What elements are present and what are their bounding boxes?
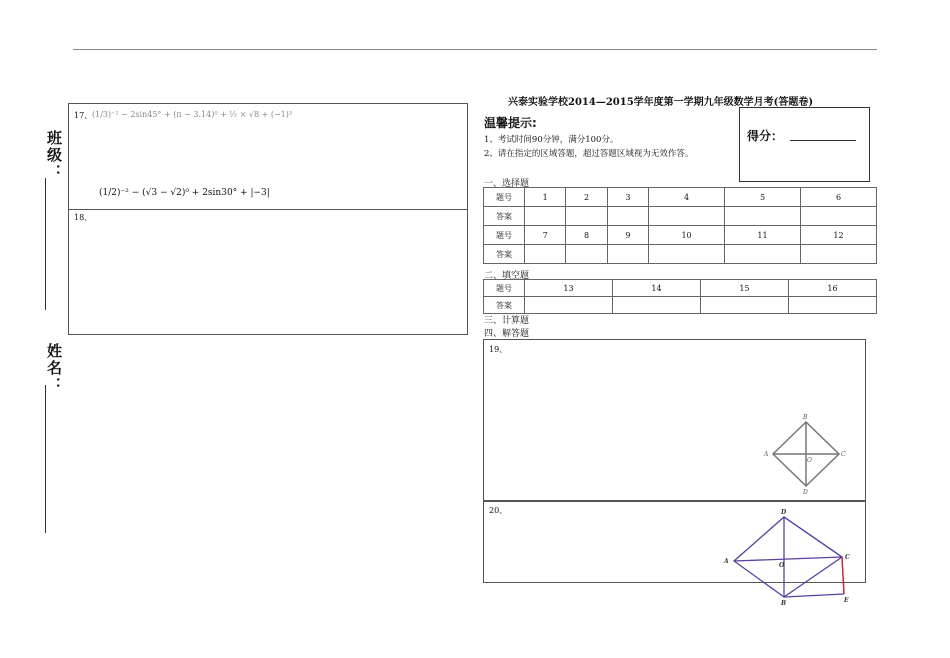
point-a: A [764, 451, 769, 458]
choice-num: 7 [525, 226, 566, 245]
q19-box [483, 339, 866, 502]
fill-table [483, 279, 877, 314]
q19-label: 19、 [489, 345, 508, 354]
choice-answer-cell[interactable] [566, 207, 607, 226]
point-d: D [781, 509, 787, 516]
point-a: A [724, 558, 729, 565]
section-fill: 二、填空题 [484, 271, 530, 281]
choice-answer-cell[interactable] [607, 207, 648, 226]
score-label: 得分： [747, 129, 784, 143]
choice-answer-cell[interactable] [649, 245, 725, 264]
fill-answer-cell[interactable] [613, 297, 701, 314]
class-label: 班级： [45, 130, 63, 181]
q17-expression-a: (1/3)⁻² − 2sin45° + (π − 3.14)⁰ + ½ × √8 + (−1)³ [92, 110, 293, 119]
point-d: D [803, 489, 808, 496]
q20-label: 20、 [489, 506, 508, 515]
q17-label: 17、 [74, 111, 93, 120]
q18-label: 18、 [74, 213, 93, 222]
top-rule [73, 49, 877, 50]
choice-num: 4 [649, 188, 725, 207]
score-box [739, 107, 870, 182]
choice-answer-cell[interactable] [800, 207, 876, 226]
choice-num: 5 [725, 188, 801, 207]
choice-answer-cell[interactable] [800, 245, 876, 264]
fill-q-header: 题号 [484, 280, 525, 297]
choice-q-header-1: 题号 [484, 188, 525, 207]
choice-q-header-2: 题号 [484, 226, 525, 245]
q20-figure [720, 506, 860, 608]
point-o: O [807, 457, 812, 464]
section-calc: 三、计算题 [484, 316, 530, 326]
q17-q18-divider [69, 209, 467, 210]
q17-expression-b: (1/2)⁻² − (√3 − √2)⁰ + 2sin30° + |−3| [99, 188, 270, 198]
choice-num: 12 [800, 226, 876, 245]
name-label: 姓名： [45, 343, 63, 394]
choice-answer-cell[interactable] [566, 245, 607, 264]
choice-num: 6 [800, 188, 876, 207]
section-choice: 一、选择题 [484, 179, 530, 189]
fill-answer-cell[interactable] [701, 297, 789, 314]
point-c: C [845, 554, 850, 561]
section-solve: 四、解答题 [484, 329, 530, 339]
point-b: B [781, 600, 787, 607]
point-e: E [844, 597, 849, 604]
exam-title: 兴泰实验学校2014—2015学年度第一学期九年级数学月考(答题卷) [508, 97, 814, 108]
choice-num: 9 [607, 226, 648, 245]
choice-num: 11 [725, 226, 801, 245]
choice-answer-cell[interactable] [525, 207, 566, 226]
choice-num: 2 [566, 188, 607, 207]
choice-num: 1 [525, 188, 566, 207]
score-blank[interactable] [790, 140, 856, 141]
fill-answer-cell[interactable] [525, 297, 613, 314]
choice-num: 8 [566, 226, 607, 245]
left-answer-box [68, 103, 468, 335]
choice-num: 3 [607, 188, 648, 207]
point-c: C [841, 451, 846, 458]
choice-answer-cell[interactable] [525, 245, 566, 264]
choice-answer-cell[interactable] [649, 207, 725, 226]
choice-a-header-1: 答案 [484, 207, 525, 226]
q19-rhombus-figure [761, 412, 851, 496]
point-o: O [779, 562, 785, 569]
choice-answer-cell[interactable] [607, 245, 648, 264]
fill-num: 14 [613, 280, 701, 297]
class-blank-line [45, 178, 46, 310]
name-blank-line [45, 385, 46, 533]
choice-table [483, 187, 877, 264]
tip-1: 1、考试时间90分钟，满分100分。 [484, 135, 619, 145]
fill-num: 13 [525, 280, 613, 297]
fill-answer-cell[interactable] [789, 297, 877, 314]
choice-a-header-2: 答案 [484, 245, 525, 264]
fill-num: 15 [701, 280, 789, 297]
tips-heading: 温馨提示: [484, 116, 537, 130]
choice-answer-cell[interactable] [725, 245, 801, 264]
choice-answer-cell[interactable] [725, 207, 801, 226]
fill-num: 16 [789, 280, 877, 297]
fill-a-header: 答案 [484, 297, 525, 314]
point-b: B [803, 414, 808, 421]
tip-2: 2、请在指定的区域答题，超过答题区域视为无效作答。 [484, 149, 694, 159]
choice-num: 10 [649, 226, 725, 245]
